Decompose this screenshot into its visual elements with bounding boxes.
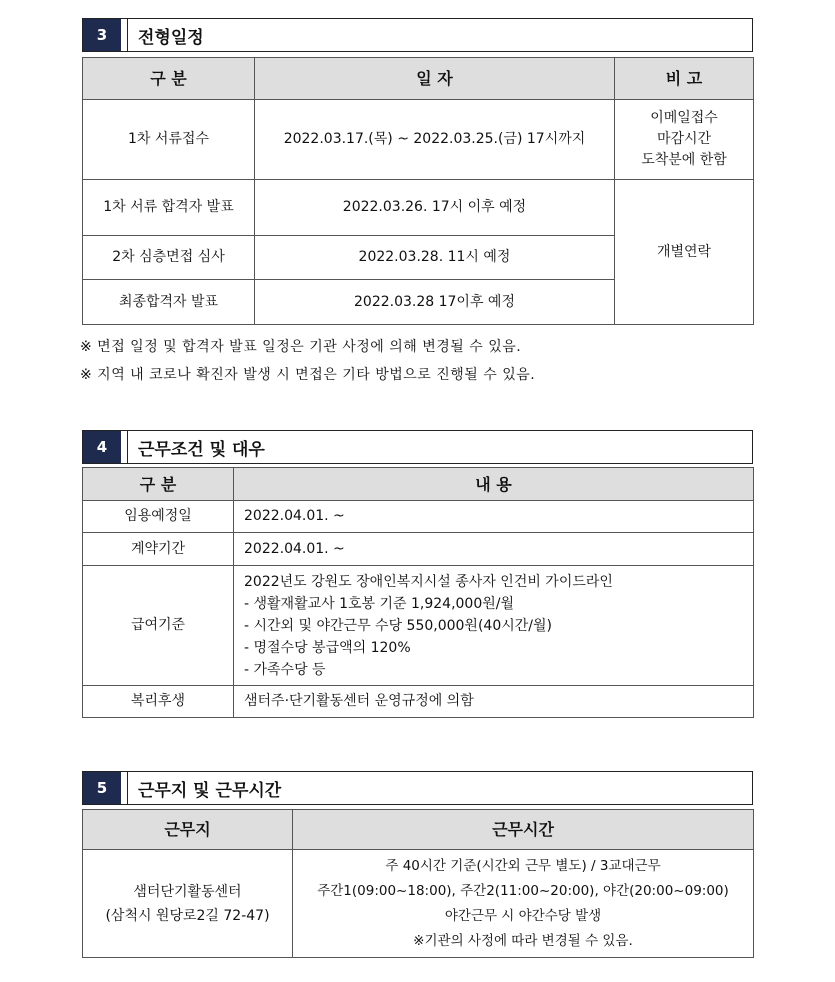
remark-line: 이메일접수 bbox=[650, 110, 718, 126]
row-content: 2022.04.01. ~ bbox=[234, 501, 754, 533]
hours-line: ※기관의 사정에 따라 변경될 수 있음. bbox=[413, 932, 633, 949]
row-category: 1차 서류 합격자 발표 bbox=[83, 180, 255, 236]
table-header-row bbox=[83, 58, 754, 100]
section-4-title: 근무조건 및 대우 bbox=[127, 431, 265, 463]
schedule-table bbox=[82, 57, 754, 325]
section-5-header bbox=[82, 771, 753, 805]
section-3-number: 3 bbox=[83, 19, 127, 51]
row-remark bbox=[615, 100, 754, 180]
location-cell bbox=[83, 850, 293, 958]
note: ※ 지역 내 코로나 확진자 발생 시 면접은 기타 방법으로 진행될 수 있음. bbox=[80, 367, 536, 383]
row-content: 2022.04.01. ~ bbox=[234, 533, 754, 566]
row-category: 2차 심층면접 심사 bbox=[83, 236, 255, 280]
note: ※ 면접 일정 및 합격자 발표 일정은 기관 사정에 의해 변경될 수 있음. bbox=[80, 339, 522, 355]
row-category: 계약기간 bbox=[83, 533, 234, 566]
header-date: 일 자 bbox=[255, 58, 615, 100]
hours-cell bbox=[293, 850, 754, 958]
merged-remark: 개별연락 bbox=[615, 180, 754, 325]
hours-line: 주 40시간 기준(시간외 근무 별도) / 3교대근무 bbox=[385, 857, 661, 874]
content-line: 2022년도 강원도 장애인복지시설 종사자 인건비 가이드라인 bbox=[244, 573, 613, 590]
row-date: 2022.03.28. 11시 예정 bbox=[255, 236, 615, 280]
header-remark: 비 고 bbox=[615, 58, 754, 100]
section-3-title: 전형일정 bbox=[127, 19, 204, 51]
row-category: 임용예정일 bbox=[83, 501, 234, 533]
row-content bbox=[234, 566, 754, 686]
content-line: - 명절수당 봉급액의 120% bbox=[244, 639, 411, 656]
row-date: 2022.03.26. 17시 이후 예정 bbox=[255, 180, 615, 236]
remark-line: 도착분에 한함 bbox=[641, 152, 727, 168]
row-category: 1차 서류접수 bbox=[83, 100, 255, 180]
location-name: 샘터단기활동센터 bbox=[133, 883, 242, 900]
header-hours: 근무시간 bbox=[293, 810, 754, 850]
table-row bbox=[83, 566, 754, 686]
row-content: 샘터주·단기활동센터 운영규정에 의함 bbox=[234, 686, 754, 718]
row-category: 복리후생 bbox=[83, 686, 234, 718]
table-row bbox=[83, 100, 754, 180]
hours-line: 주간1(09:00~18:00), 주간2(11:00~20:00), 야간(20:00~09:00) bbox=[317, 882, 729, 899]
table-row bbox=[83, 501, 754, 533]
conditions-table bbox=[82, 467, 754, 718]
section-4-header bbox=[82, 430, 753, 464]
table-header-row bbox=[83, 810, 754, 850]
header-category: 구 분 bbox=[83, 468, 234, 501]
section-5-number: 5 bbox=[83, 772, 127, 804]
content-line: - 시간외 및 야간근무 수당 550,000원(40시간/월) bbox=[244, 617, 552, 634]
remark-line: 마감시간 bbox=[656, 131, 712, 147]
row-date: 2022.03.28 17이후 예정 bbox=[255, 280, 615, 325]
row-category: 급여기준 bbox=[83, 566, 234, 686]
header-content: 내 용 bbox=[234, 468, 754, 501]
hours-line: 야간근무 시 야간수당 발생 bbox=[444, 907, 602, 924]
content-line: - 가족수당 등 bbox=[244, 661, 326, 678]
row-category: 최종합격자 발표 bbox=[83, 280, 255, 325]
table-row bbox=[83, 533, 754, 566]
table-header-row bbox=[83, 468, 754, 501]
header-location: 근무지 bbox=[83, 810, 293, 850]
workplace-table bbox=[82, 809, 754, 958]
header-category: 구 분 bbox=[83, 58, 255, 100]
section-4-number: 4 bbox=[83, 431, 127, 463]
location-address: (삼척시 원당로2길 72-47) bbox=[105, 907, 270, 924]
content-line: - 생활재활교사 1호봉 기준 1,924,000원/월 bbox=[244, 595, 515, 612]
table-row bbox=[83, 850, 754, 958]
row-date: 2022.03.17.(목) ~ 2022.03.25.(금) 17시까지 bbox=[255, 100, 615, 180]
table-row bbox=[83, 686, 754, 718]
section-3-header bbox=[82, 18, 753, 52]
table-row bbox=[83, 180, 754, 236]
section-5-title: 근무지 및 근무시간 bbox=[127, 772, 281, 804]
